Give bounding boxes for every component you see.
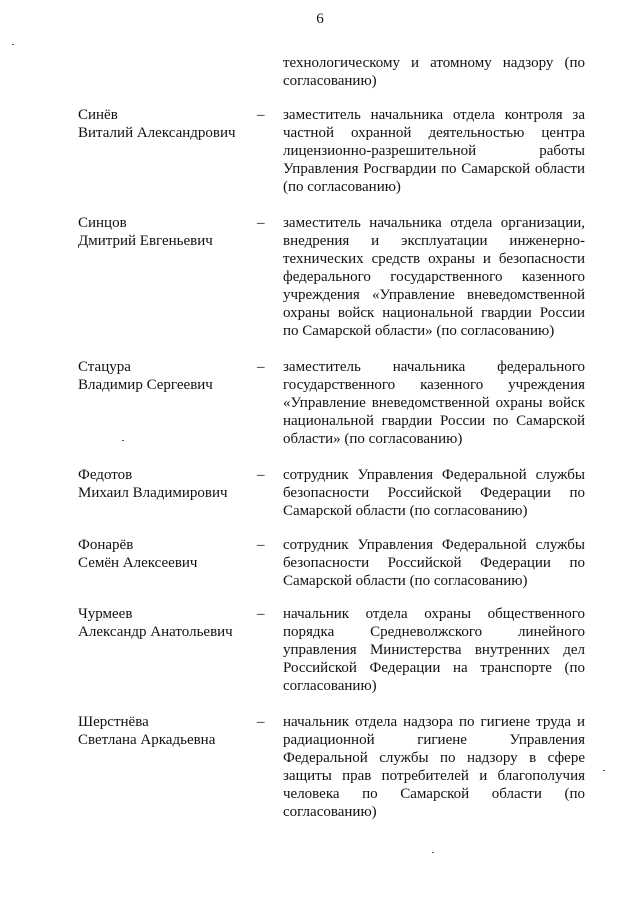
text-line: заместитель начальника отдела организации,: [283, 215, 585, 231]
text-line: безопасности Российской Федерации по: [283, 485, 585, 501]
text-line: безопасности Российской Федерации по: [283, 555, 585, 571]
text-line: управления Министерства внутренних дел: [283, 642, 585, 658]
scan-speck: [122, 440, 124, 441]
text-line: учреждения «Управление вневедомственной: [283, 287, 585, 303]
text-line: согласованию): [283, 804, 377, 820]
given-names: Светлана Аркадьевна: [78, 732, 216, 748]
surname: Стацура: [78, 359, 131, 375]
member-name: [78, 358, 248, 394]
text-line: Федеральной службы по надзору в сфере: [283, 750, 585, 766]
surname: Шерстнёва: [78, 714, 149, 730]
text-line: (по согласованию): [283, 179, 401, 195]
text-line: по Самарской области» (по согласованию): [283, 323, 555, 339]
text-line: порядка Средневолжского линейного: [283, 624, 585, 640]
surname: Фонарёв: [78, 537, 134, 553]
text-line: внедрения и эксплуатации инженерно-: [283, 233, 585, 249]
text-line: Управления Росгвардии по Самарской области: [283, 161, 585, 177]
member-position: [283, 214, 585, 340]
text-line: технических средств охраны и безопасности: [283, 251, 585, 267]
member-position: [283, 536, 585, 590]
member-position: [283, 358, 585, 448]
member-name: [78, 106, 248, 142]
member-name: [78, 536, 248, 572]
member-name: [78, 713, 248, 749]
member-position: [283, 466, 585, 520]
surname: Федотов: [78, 467, 133, 483]
surname: Синёв: [78, 107, 118, 123]
dash: –: [257, 215, 265, 231]
text-line: защиты прав потребителей и благополучия: [283, 768, 585, 784]
dash: –: [257, 107, 265, 123]
given-names: Михаил Владимирович: [78, 485, 228, 501]
text-line: начальник отдела надзора по гигиене труда и: [283, 714, 585, 730]
scan-speck: [603, 770, 605, 771]
dash: –: [257, 606, 265, 622]
text-line: федерального государственного казенного: [283, 269, 585, 285]
given-names: Семён Алексеевич: [78, 555, 198, 571]
given-names: Владимир Сергеевич: [78, 377, 213, 393]
member-name: [78, 605, 248, 641]
given-names: Дмитрий Евгеньевич: [78, 233, 213, 249]
text-line: Самарской области (по согласованию): [283, 503, 528, 519]
member-position: [283, 106, 585, 196]
text-line: радиационной гигиене Управления: [283, 732, 585, 748]
continuation-text: [283, 54, 585, 90]
text-line: области» (по согласованию): [283, 431, 463, 447]
text-line: государственного казенного учреждения: [283, 377, 585, 393]
text-line: сотрудник Управления Федеральной службы: [283, 467, 585, 483]
scan-speck: [432, 852, 434, 853]
member-name: [78, 466, 248, 502]
given-names: Александр Анатольевич: [78, 624, 233, 640]
text-line: согласованию): [283, 73, 377, 89]
dash: –: [257, 537, 265, 553]
text-line: лицензионно-разрешительной работы: [283, 143, 585, 159]
given-names: Виталий Александрович: [78, 125, 236, 141]
text-line: Самарской области (по согласованию): [283, 573, 528, 589]
text-line: заместитель начальника федерального: [283, 359, 585, 375]
dash: –: [257, 714, 265, 730]
text-line: сотрудник Управления Федеральной службы: [283, 537, 585, 553]
text-line: начальник отдела охраны общественного: [283, 606, 585, 622]
text-line: национальной гвардии России по Самарской: [283, 413, 585, 429]
member-position: [283, 605, 585, 695]
text-line: заместитель начальника отдела контроля за: [283, 107, 585, 123]
dash: –: [257, 359, 265, 375]
text-line: человека по Самарской области (по: [283, 786, 585, 802]
surname: Чурмеев: [78, 606, 133, 622]
text-line: «Управление вневедомственной охраны войск: [283, 395, 585, 411]
member-position: [283, 713, 585, 821]
scan-speck: [12, 44, 14, 45]
text-line: согласованию): [283, 678, 377, 694]
dash: –: [257, 467, 265, 483]
page-number: 6: [316, 11, 324, 27]
text-line: Российской Федерации на транспорте (по: [283, 660, 585, 676]
member-name: [78, 214, 248, 250]
text-line: охраны войск национальной гвардии России: [283, 305, 585, 321]
text-line: частной охранной деятельностью центра: [283, 125, 585, 141]
text-line: технологическому и атомному надзору (по: [283, 55, 585, 71]
surname: Синцов: [78, 215, 127, 231]
